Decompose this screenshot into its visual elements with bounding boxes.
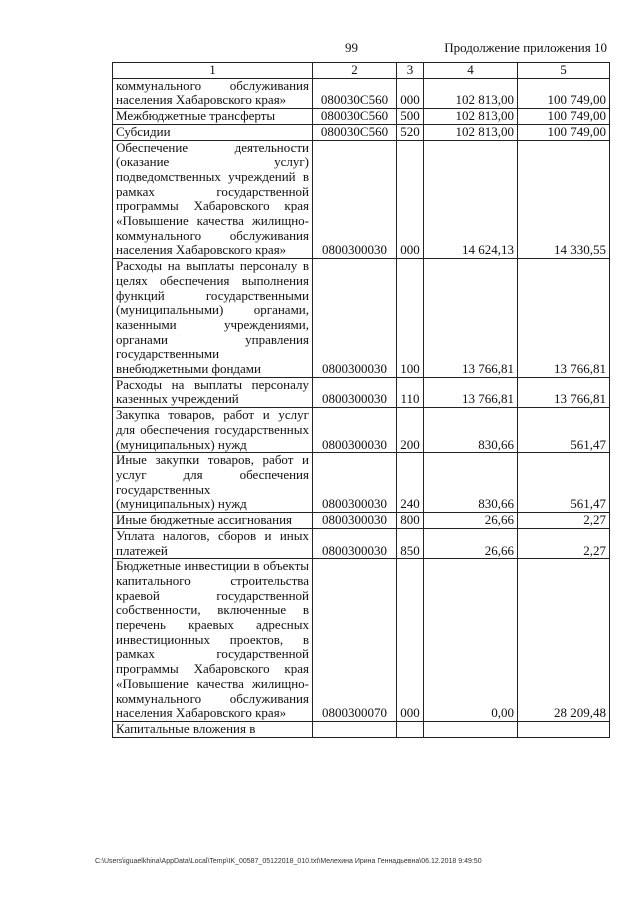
row-code: 080030С560 (313, 109, 397, 125)
row-type: 500 (397, 109, 424, 125)
row-value-2: 2,27 (518, 513, 610, 529)
row-value-1: 102 813,00 (424, 124, 518, 140)
table-row (113, 140, 610, 259)
column-header-5: 5 (518, 63, 610, 79)
row-name: Капитальные вложения в (113, 721, 313, 737)
row-code: 0800300070 (313, 559, 397, 722)
row-name: Закупка товаров, работ и услуг для обеспечения государственных (муниципальных) нужд (113, 408, 313, 453)
row-name: Обеспечение деятельности (оказание услуг) подведомственных учреждений в рамках государственной программы Хабаровского края «Повышение качества жилищно-коммунального обслуживания населения Хабаровского края» (113, 140, 313, 259)
table-row (113, 109, 610, 125)
row-code: 0800300030 (313, 513, 397, 529)
row-value-2: 28 209,48 (518, 559, 610, 722)
table-row (113, 78, 610, 108)
row-name: Субсидии (113, 124, 313, 140)
row-value-1: 26,66 (424, 528, 518, 558)
row-value-1: 26,66 (424, 513, 518, 529)
row-value-2: 13 766,81 (518, 377, 610, 407)
row-type: 200 (397, 408, 424, 453)
row-name: Иные бюджетные ассигнования (113, 513, 313, 529)
column-header-2: 2 (313, 63, 397, 79)
row-code (313, 721, 397, 737)
row-value-2: 561,47 (518, 453, 610, 513)
row-type: 850 (397, 528, 424, 558)
row-value-2: 14 330,55 (518, 140, 610, 259)
row-type: 000 (397, 78, 424, 108)
row-name: Иные закупки товаров, работ и услуг для обеспечения государственных (муниципальных) нужд (113, 453, 313, 513)
table-row (113, 408, 610, 453)
table-row (113, 559, 610, 722)
row-name: Расходы на выплаты персоналу в целях обеспечения выполнения функций государственными (муниципальными) органами, казенными учреждениями, органами управления государственными внебюджетными фондами (113, 259, 313, 378)
row-type: 100 (397, 259, 424, 378)
row-code: 080030С560 (313, 78, 397, 108)
row-code: 0800300030 (313, 408, 397, 453)
table-header-row (113, 63, 610, 79)
row-value-1: 14 624,13 (424, 140, 518, 259)
row-value-2: 100 749,00 (518, 124, 610, 140)
table-row (113, 528, 610, 558)
budget-table (112, 62, 610, 738)
table-row (113, 453, 610, 513)
row-code: 080030С560 (313, 124, 397, 140)
row-name: Уплата налогов, сборов и иных платежей (113, 528, 313, 558)
row-value-2: 561,47 (518, 408, 610, 453)
row-code: 0800300030 (313, 453, 397, 513)
row-name: Межбюджетные трансферты (113, 109, 313, 125)
row-value-2: 100 749,00 (518, 109, 610, 125)
row-value-1 (424, 721, 518, 737)
column-header-1: 1 (113, 63, 313, 79)
table-row (113, 721, 610, 737)
column-header-3: 3 (397, 63, 424, 79)
row-type: 000 (397, 559, 424, 722)
row-value-1: 102 813,00 (424, 78, 518, 108)
continuation-label: Продолжение приложения 10 (444, 40, 607, 55)
row-name: Расходы на выплаты персоналу казенных учреждений (113, 377, 313, 407)
row-type: 800 (397, 513, 424, 529)
row-code: 0800300030 (313, 528, 397, 558)
row-value-1: 102 813,00 (424, 109, 518, 125)
table-row (113, 259, 610, 378)
row-type: 000 (397, 140, 424, 259)
footer-path: C:\Users\iguaelkhina\AppData\Local\Temp\IK_00587_05122018_010.txt\Мелехина Ирина Геннадьевна\06.12.2018 9:49:50 (95, 858, 482, 865)
row-value-2: 2,27 (518, 528, 610, 558)
row-code: 0800300030 (313, 259, 397, 378)
row-value-2: 100 749,00 (518, 78, 610, 108)
row-name: коммунального обслуживания населения Хабаровского края» (113, 78, 313, 108)
row-value-2 (518, 721, 610, 737)
row-name: Бюджетные инвестиции в объекты капитального строительства краевой государственной собственности, включенные в перечень краевых адресных инвестиционных проектов, в рамках государственной программы Хабаровского края «Повышение качества жилищно-коммунального обслуживания населения Хабаровского края» (113, 559, 313, 722)
row-code: 0800300030 (313, 377, 397, 407)
row-value-2: 13 766,81 (518, 259, 610, 378)
column-header-4: 4 (424, 63, 518, 79)
row-code: 0800300030 (313, 140, 397, 259)
row-value-1: 830,66 (424, 453, 518, 513)
page-number: 99 (345, 40, 358, 55)
row-type (397, 721, 424, 737)
row-value-1: 830,66 (424, 408, 518, 453)
row-value-1: 0,00 (424, 559, 518, 722)
table-row (113, 513, 610, 529)
row-value-1: 13 766,81 (424, 377, 518, 407)
row-type: 240 (397, 453, 424, 513)
row-type: 520 (397, 124, 424, 140)
row-type: 110 (397, 377, 424, 407)
row-value-1: 13 766,81 (424, 259, 518, 378)
table-row (113, 124, 610, 140)
table-row (113, 377, 610, 407)
